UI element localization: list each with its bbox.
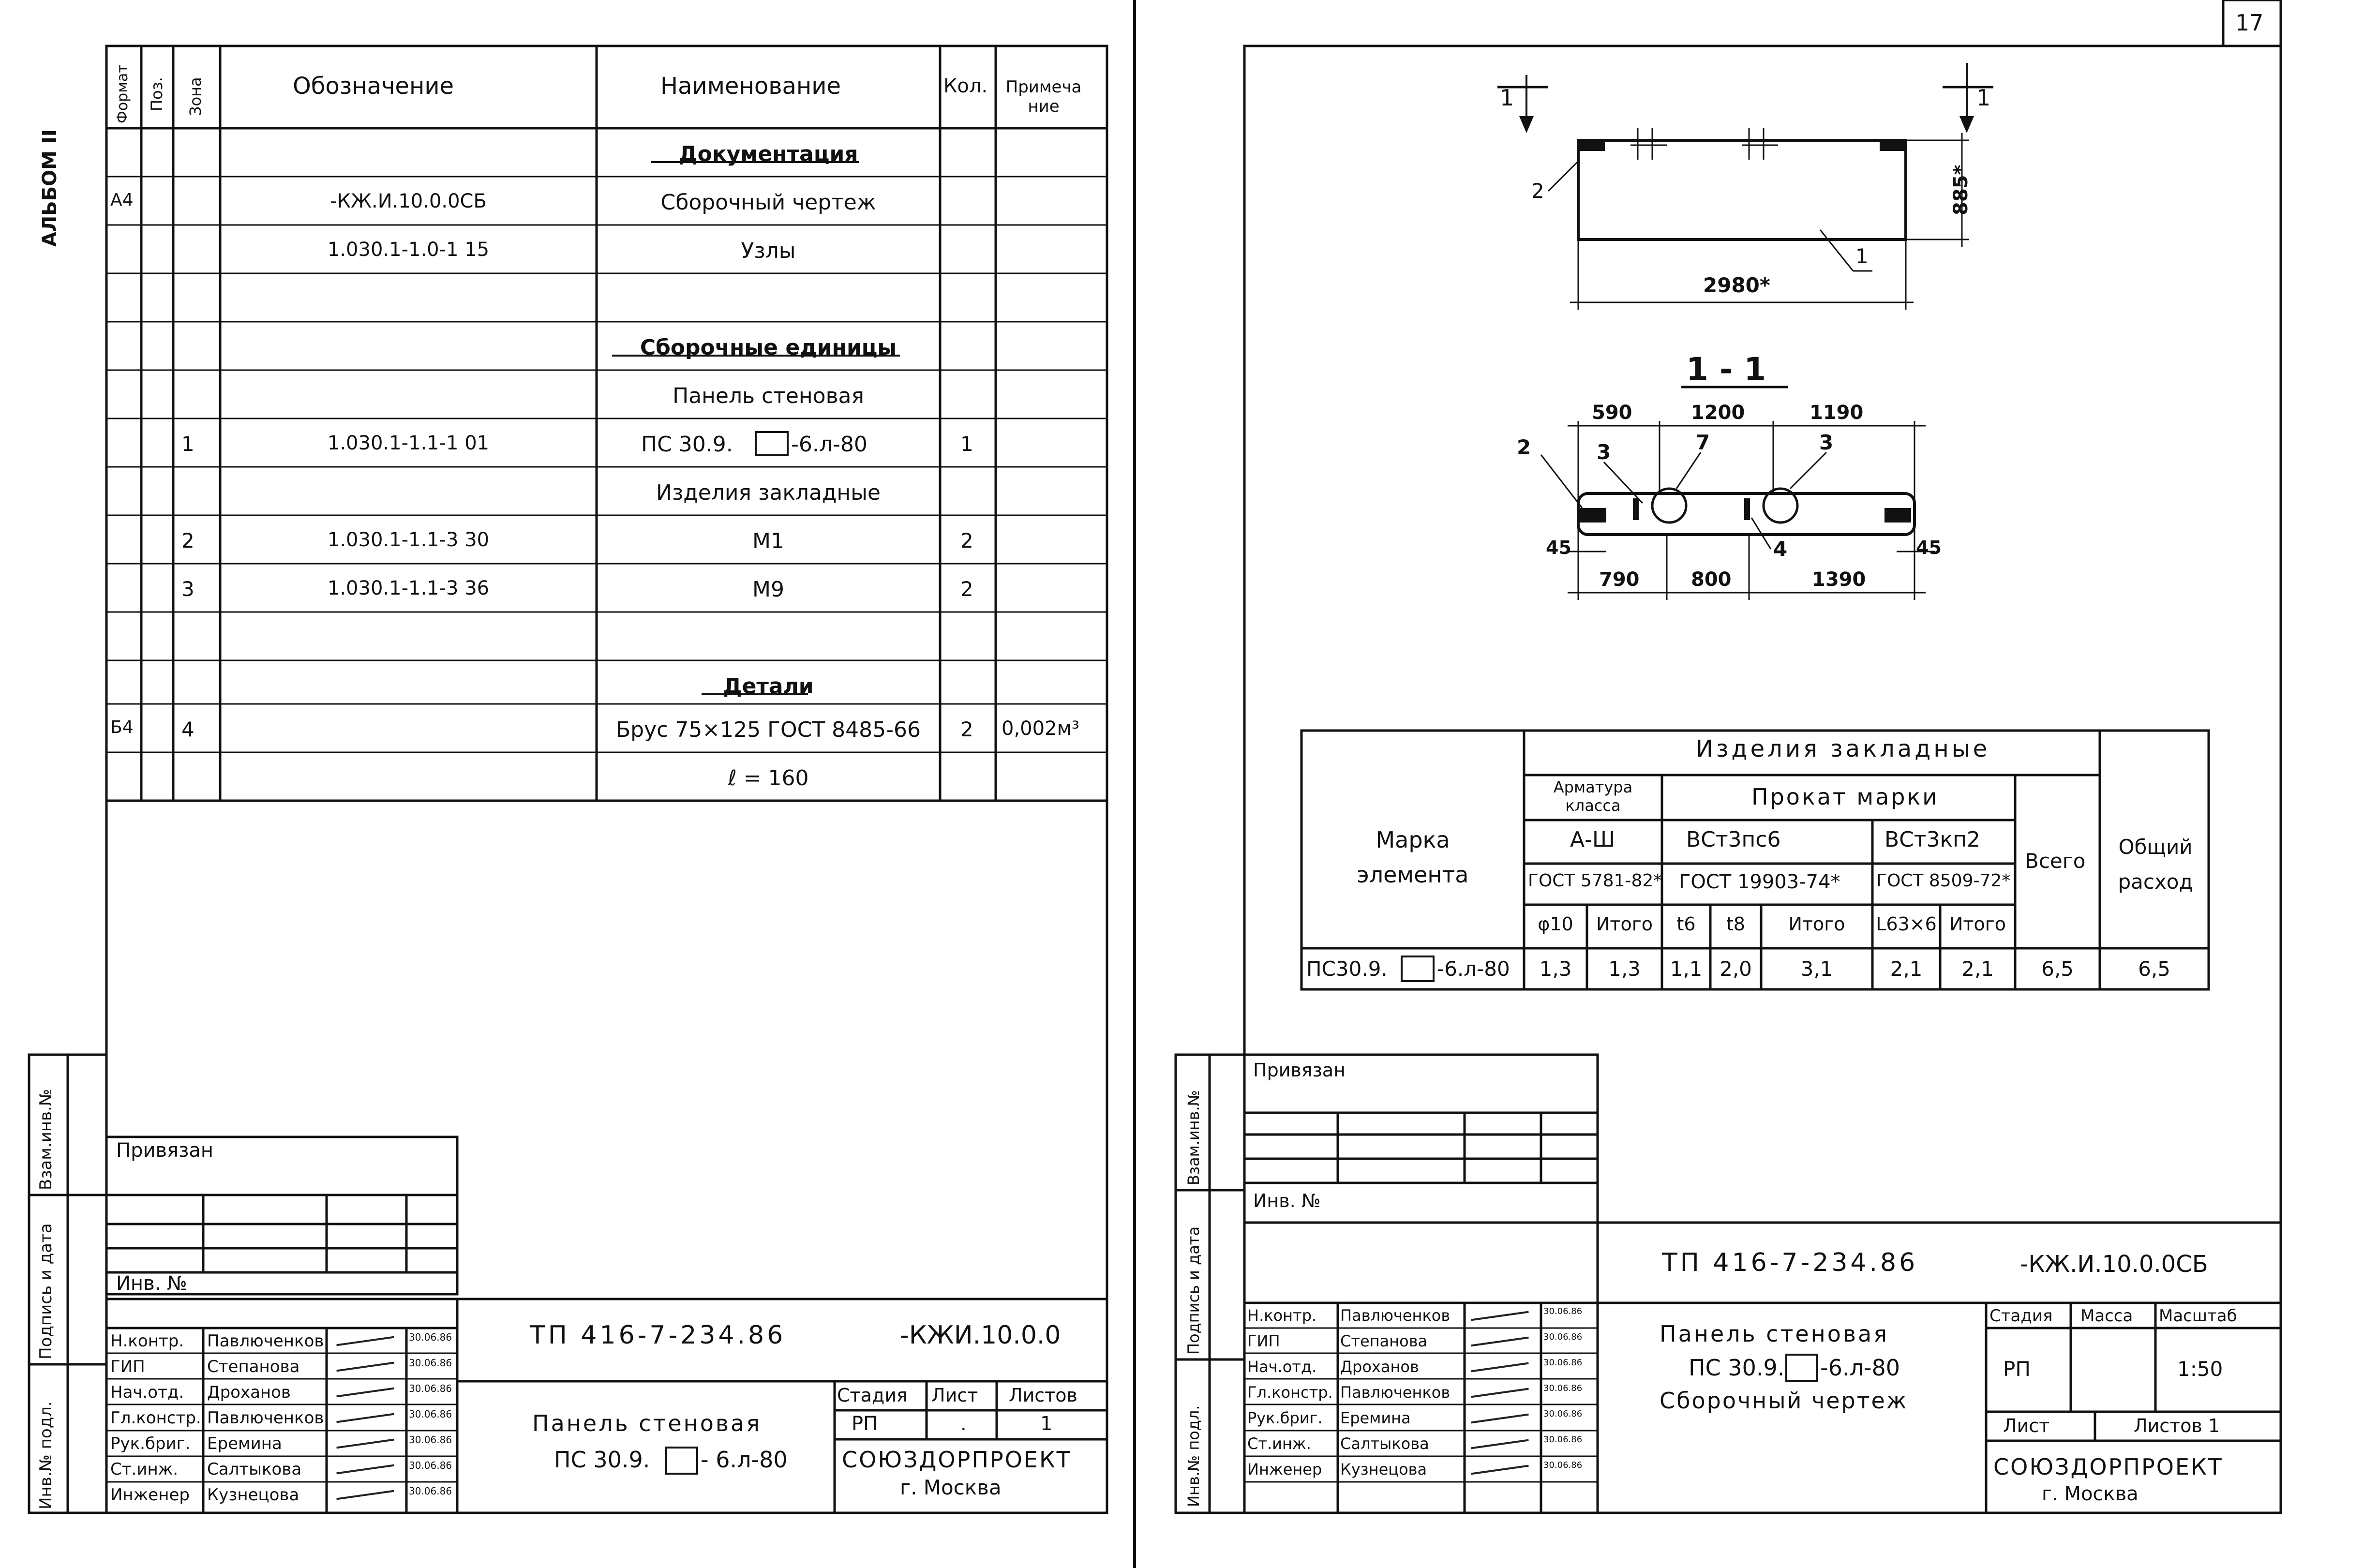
row-name: М1 — [752, 529, 784, 553]
materials-value: 1,3 — [1539, 957, 1572, 981]
materials-value: 2,0 — [1720, 957, 1752, 981]
org-city-right: г. Москва — [2042, 1483, 2139, 1505]
section-bottom-dim: 800 — [1691, 568, 1732, 591]
mark-placeholder-box-right — [1785, 1354, 1818, 1382]
row-oboznachenie: 1.030.1-1.1-3 30 — [327, 529, 490, 551]
stamp-title-right-3: Сборочный чертеж — [1660, 1388, 1908, 1414]
section-top-dim: 1200 — [1691, 402, 1745, 424]
materials-prokat: Прокат марки — [1751, 784, 1939, 810]
stamp-name: Кузнецова — [207, 1485, 299, 1505]
stadiya-label-right: Стадия — [1989, 1306, 2053, 1326]
header-format: Формат — [114, 64, 131, 123]
stamp-date: 30.06.86 — [409, 1485, 452, 1497]
section-edge-left: 45 — [1546, 537, 1571, 558]
header-zona: Зона — [186, 77, 205, 116]
materials-subheader: φ10 — [1538, 913, 1573, 935]
listov-label-right: Листов 1 — [2134, 1415, 2220, 1436]
listov-label: Листов — [1009, 1385, 1077, 1406]
list-value: . — [960, 1413, 967, 1435]
stadiya-value: РП — [852, 1413, 878, 1435]
row-kol: 1 — [960, 432, 973, 456]
org-name-right: СОЮЗДОРПРОЕКТ — [1993, 1454, 2223, 1480]
materials-value: 6,5 — [2041, 957, 2074, 981]
stamp-role: Нач.отд. — [1247, 1358, 1317, 1376]
materials-subheader: Итого — [1596, 913, 1653, 935]
stamp-title-line2b: - 6.л-80 — [701, 1447, 788, 1473]
list-label-right: Лист — [2003, 1415, 2050, 1436]
privyazan-label: Привязан — [116, 1139, 214, 1162]
side-strip-vzam-right: Взам.инв.№ — [1184, 1090, 1203, 1185]
stamp-name: Еремина — [207, 1434, 282, 1453]
materials-subheader: L63×6 — [1876, 913, 1937, 935]
side-strip-podpis-right: Подпись и дата — [1184, 1226, 1203, 1355]
stamp-date: 30.06.86 — [409, 1434, 452, 1446]
row-oboznachenie: -КЖ.И.10.0.0СБ — [330, 190, 487, 212]
row-name: ПС 30.9. — [641, 432, 733, 457]
row-pos: 1 — [181, 432, 194, 456]
side-strip-inv-podl-right: Инв.№ подл. — [1184, 1405, 1203, 1507]
top-view-height: 885* — [1950, 164, 1972, 215]
row-name-suffix: -6.л-80 — [791, 432, 867, 457]
listov-value: 1 — [1040, 1413, 1053, 1435]
stamp-date: 30.06.86 — [409, 1408, 452, 1420]
stamp-date: 30.06.86 — [1543, 1460, 1583, 1470]
row-prim: 0,002м³ — [1002, 717, 1079, 740]
inv-no-label-right: Инв. № — [1253, 1190, 1321, 1211]
stamp-date: 30.06.86 — [1543, 1434, 1583, 1445]
materials-value: 2,1 — [1890, 957, 1923, 981]
stamp-name: Салтыкова — [1340, 1434, 1429, 1453]
row-format: А4 — [110, 190, 134, 210]
stamp-role: Ст.инж. — [110, 1460, 179, 1479]
sheet-number: 17 — [2235, 10, 2264, 36]
materials-col-marka: Марка элемента — [1357, 827, 1469, 888]
top-view-callout-2: 2 — [1531, 179, 1544, 203]
stamp-role: Инженер — [110, 1485, 190, 1505]
stamp-name: Еремина — [1340, 1409, 1411, 1427]
row-oboznachenie: 1.030.1-1.0-1 15 — [327, 239, 490, 261]
stamp-role: Нач.отд. — [110, 1383, 184, 1402]
materials-row-marka-b: -6.л-80 — [1437, 957, 1510, 981]
materials-value: 2,1 — [1961, 957, 1994, 981]
stamp-name: Павлюченков — [207, 1331, 324, 1351]
top-view-width: 2980* — [1703, 273, 1770, 297]
side-strip-vzam: Взам.инв.№ — [36, 1089, 56, 1190]
materials-subheader: t8 — [1726, 913, 1746, 935]
header-naimenovanie: Наименование — [660, 73, 841, 100]
row-pos: 2 — [181, 529, 194, 553]
stamp-role: Рук.бриг. — [110, 1434, 191, 1453]
stamp-role: Н.контр. — [110, 1331, 184, 1351]
stamp-code: ТП 416-7-234.86 — [530, 1321, 786, 1350]
stamp-date: 30.06.86 — [1543, 1332, 1583, 1342]
section-callout: 2 — [1517, 435, 1531, 459]
stamp-name: Павлюченков — [1340, 1306, 1451, 1325]
row-name: М9 — [752, 577, 784, 602]
privyazan-label-right: Привязан — [1253, 1060, 1346, 1081]
stadiya-value-right: РП — [2003, 1357, 2031, 1381]
row-name: Панель стеновая — [673, 384, 864, 408]
header-kol: Кол. — [943, 75, 988, 97]
stamp-role: Ст.инж. — [1247, 1434, 1311, 1453]
section-top-dim: 590 — [1592, 402, 1632, 424]
materials-vst3kp2: ВСт3кп2 — [1884, 827, 1980, 852]
section-mark-left: 1 — [1500, 85, 1514, 111]
materials-gost1: ГОСТ 5781-82* — [1528, 871, 1662, 891]
stamp-doc: -КЖИ.10.0.0 — [900, 1321, 1061, 1350]
stamp-name: Дроханов — [1340, 1358, 1419, 1376]
row-name: Сборочные единицы — [640, 335, 897, 360]
section-top-dim: 1190 — [1810, 402, 1864, 424]
org-city: г. Москва — [900, 1476, 1002, 1499]
stamp-date: 30.06.86 — [409, 1331, 452, 1343]
materials-gost2: ГОСТ 19903-74* — [1679, 871, 1840, 893]
row-oboznachenie: 1.030.1-1.1-1 01 — [327, 432, 490, 454]
section-callout: 3 — [1819, 431, 1834, 454]
album-label: АЛЬБОМ II — [39, 129, 61, 247]
stamp-role: Гл.констр. — [1247, 1383, 1333, 1402]
row-kol: 2 — [960, 717, 973, 741]
stamp-name: Степанова — [207, 1357, 300, 1376]
stamp-date: 30.06.86 — [409, 1383, 452, 1394]
section-callout: 7 — [1696, 431, 1710, 454]
stamp-role: Н.контр. — [1247, 1306, 1317, 1325]
row-name: Узлы — [741, 239, 796, 263]
materials-value: 6,5 — [2138, 957, 2170, 981]
stamp-doc-right: -КЖ.И.10.0.0СБ — [2020, 1251, 2208, 1278]
stamp-date: 30.06.86 — [1543, 1409, 1583, 1419]
materials-title: Изделия закладные — [1696, 735, 1990, 762]
materials-row-mark-box — [1401, 956, 1435, 982]
row-name: Изделия закладные — [656, 480, 881, 505]
stamp-name: Павлюченков — [1340, 1383, 1451, 1402]
mark-placeholder-box — [755, 431, 789, 456]
materials-obshiy: Общий расход — [2118, 835, 2193, 894]
stamp-date: 30.06.86 — [1543, 1358, 1583, 1368]
masshtab-value-right: 1:50 — [2177, 1357, 2223, 1381]
row-name: Документация — [678, 142, 858, 166]
section-title: 1 - 1 — [1686, 351, 1766, 388]
stamp-title-right-2b: -6.л-80 — [1820, 1355, 1900, 1381]
materials-vst3ps6: ВСт3пс6 — [1686, 827, 1781, 852]
materials-subheader: t6 — [1676, 913, 1696, 935]
row-name: Брус 75×125 ГОСТ 8485-66 — [615, 717, 921, 742]
stamp-name: Салтыкова — [207, 1460, 302, 1479]
stamp-name: Степанова — [1340, 1332, 1428, 1350]
stamp-name: Павлюченков — [207, 1408, 324, 1428]
side-strip-inv-podl: Инв.№ подл. — [36, 1401, 56, 1509]
materials-subheader: Итого — [1949, 913, 2006, 935]
materials-value: 1,1 — [1670, 957, 1703, 981]
row-pos: 4 — [181, 717, 194, 741]
stamp-code-right: ТП 416-7-234.86 — [1662, 1248, 1918, 1277]
stamp-role: Инженер — [1247, 1460, 1322, 1478]
stamp-date: 30.06.86 — [409, 1357, 452, 1369]
header-pos: Поз. — [148, 77, 166, 111]
stamp-title-right-2a: ПС 30.9. — [1689, 1355, 1785, 1381]
section-callout: 3 — [1597, 440, 1611, 464]
section-mark-right: 1 — [1976, 85, 1991, 111]
materials-a3: А-Ш — [1570, 827, 1615, 852]
section-bottom-dim: 1390 — [1812, 568, 1866, 591]
materials-value: 3,1 — [1800, 957, 1833, 981]
stamp-date: 30.06.86 — [1543, 1383, 1583, 1393]
row-name: ℓ = 160 — [728, 766, 809, 791]
section-edge-right: 45 — [1916, 537, 1942, 558]
section-callout: 4 — [1773, 537, 1788, 561]
materials-value: 1,3 — [1608, 957, 1641, 981]
row-pos: 3 — [181, 577, 194, 601]
massa-label-right: Масса — [2080, 1306, 2133, 1326]
header-primechanie: Примеча ние — [1005, 77, 1082, 116]
mark-placeholder-box — [665, 1447, 698, 1475]
row-name: Детали — [723, 674, 814, 699]
masshtab-label-right: Масштаб — [2159, 1306, 2237, 1326]
row-oboznachenie: 1.030.1-1.1-3 36 — [327, 577, 490, 599]
row-format: Б4 — [110, 717, 134, 737]
inv-no-label: Инв. № — [116, 1272, 187, 1295]
side-strip-podpis: Подпись и дата — [36, 1223, 56, 1359]
header-oboznachenie: Обозначение — [293, 73, 454, 100]
stamp-title-right-1: Панель стеновая — [1660, 1321, 1889, 1347]
row-kol: 2 — [960, 529, 973, 553]
stamp-role: ГИП — [1247, 1332, 1280, 1350]
stamp-date: 30.06.86 — [409, 1460, 452, 1471]
materials-gost3: ГОСТ 8509-72* — [1876, 871, 2011, 891]
materials-subheader: Итого — [1788, 913, 1845, 935]
org-name: СОЮЗДОРПРОЕКТ — [842, 1447, 1072, 1473]
section-bottom-dim: 790 — [1599, 568, 1640, 591]
materials-armatura: Арматура класса — [1553, 778, 1633, 815]
list-label: Лист — [931, 1385, 978, 1406]
top-view-callout-1: 1 — [1855, 244, 1869, 268]
stamp-name: Дроханов — [207, 1383, 291, 1402]
stadiya-label: Стадия — [837, 1385, 908, 1406]
materials-row-marka-a: ПС30.9. — [1306, 957, 1388, 981]
row-name: Сборочный чертеж — [660, 190, 876, 215]
stamp-date: 30.06.86 — [1543, 1306, 1583, 1316]
materials-vsego: Всего — [2025, 849, 2086, 873]
stamp-role: Рук.бриг. — [1247, 1409, 1323, 1427]
stamp-title-line1: Панель стеновая — [532, 1410, 762, 1436]
stamp-role: Гл.констр. — [110, 1408, 201, 1428]
stamp-title-line2a: ПС 30.9. — [554, 1447, 650, 1473]
stamp-role: ГИП — [110, 1357, 145, 1376]
stamp-name: Кузнецова — [1340, 1460, 1427, 1478]
row-kol: 2 — [960, 577, 973, 601]
